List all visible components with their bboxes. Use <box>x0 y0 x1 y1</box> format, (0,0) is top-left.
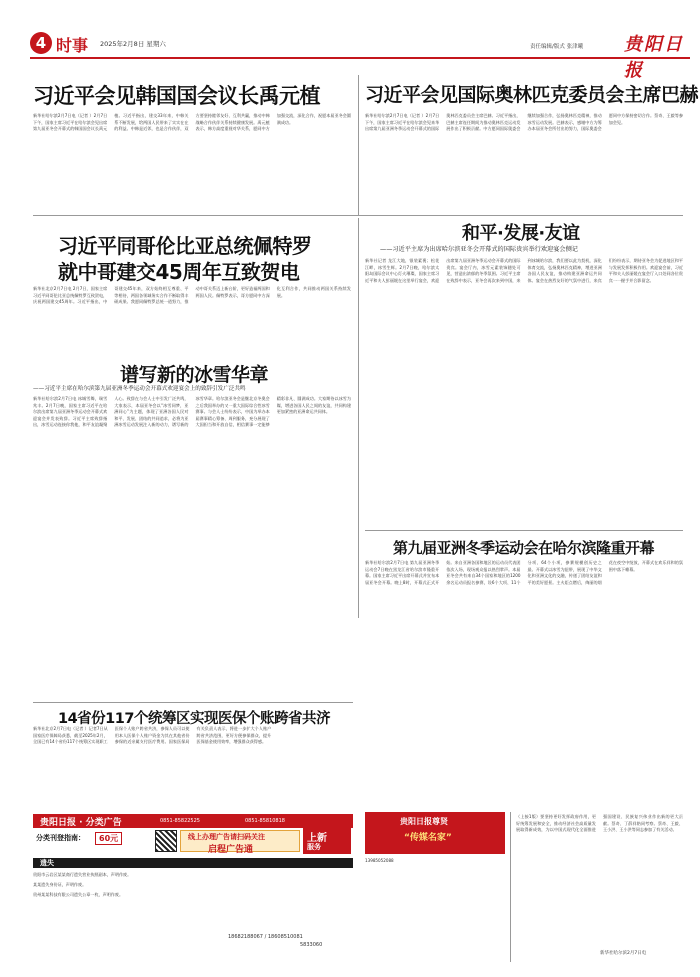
body-continued: （上接1版）要坚持更好发挥政府作用，更好统筹发展和安全，推动经济社会高质量发展取得新成效，为以中国式现代化全面推进强国建设、民族复兴伟业作出新的更大贡献。蔡奇、丁薛祥陪同考察。蔡奇、王毅、王小洪、王小洪等同志参加了有关活动。 <box>516 814 683 832</box>
ad-right-text: 13985052088 <box>365 858 394 863</box>
headline-korea: 习近平会见韩国国会议长禹元植 <box>33 84 320 108</box>
lost-item-3: 贵州某某科技有限公司遗失公章一枚，声明作废。 <box>33 892 124 897</box>
issue-date: 2025年2月8日 星期六 <box>100 40 166 48</box>
headline-colombia-1: 习近平同哥伦比亚总统佩特罗 <box>58 234 312 258</box>
divider-vertical-bottom <box>510 812 511 962</box>
tag-new: 上新 <box>307 833 327 844</box>
divider-vertical-mid <box>358 218 359 618</box>
price-tag: 60元 <box>95 832 122 845</box>
page-header <box>30 30 690 81</box>
signoff: 新华社哈尔滨2月7日电 <box>600 951 647 956</box>
divider-vertical-top <box>358 75 359 215</box>
page-number: 4 <box>30 32 52 54</box>
headline-opening: 第九届亚洲冬季运动会在哈尔滨隆重开幕 <box>393 539 655 557</box>
badge-line1: 贵阳日报尊贤 <box>400 817 448 826</box>
slogan-sub: 启程广告通 <box>208 845 254 855</box>
qr-code-icon <box>155 830 177 852</box>
hotline-label: 分类刊登指南： <box>36 834 85 842</box>
bottom-phone-2: 5833060 <box>300 942 323 948</box>
header-rule <box>30 57 690 59</box>
subtitle-speech: ——习近平主席在哈尔滨第九届亚洲冬季运动会开幕式欢迎宴会上的致辞引发广泛共鸣 <box>33 386 246 392</box>
body-opening: 新华社哈尔滨2月7日电 第九届亚洲冬季运动会7日晚在黑龙江省哈尔滨市隆重开幕。国家主席习近平出席开幕式并宣布本届亚冬会开幕。晚上8时，开幕式正式开始。来自亚洲各国和地区的运动员代表团依次入场，现场观众报以热烈掌声。本届亚冬会共有来自34个国家和地区的1200余名运动员报名参赛，设6个大项、11个分项、64个小项，参赛规模创历史之最。开幕式以冰雪为纽带，展现了中华文化和亚洲文化的交融，传递了团结友谊和平的美好愿景。主火炬点燃后，绚丽的烟花在夜空中绽放，开幕式在欢乐祥和的氛围中落下帷幕。 <box>365 560 683 585</box>
divider-trade <box>33 702 353 703</box>
section-name: 时事 <box>56 36 89 55</box>
headline-ioc: 习近平会见国际奥林匹克委员会主席巴赫 <box>365 84 699 106</box>
body-peace: 新华社记者 龙江大地，银装素裹；松花江畔，冰雪生辉。2月7日晚，哈尔滨太阳岛国际会议中心灯火璀璨，国家主席习近平和夫人彭丽媛在这里举行宴会，欢迎出席第九届亚洲冬季运动会开幕式的国际贵宾。宴会厅内，冰雪元素装饰随处可见，营造出浓郁的冬季氛围。习近平主席在致辞中表示，亚冬会再次来到中国，来到冰城哈尔滨，我们要以此为契机，深化体育交流，弘扬奥林匹克精神，增进亚洲各国人民友谊，推动构建亚洲命运共同体。宴会在热烈友好的气氛中进行，来宾们纷纷表示，期待亚冬会为促进地区和平与发展发挥积极作用。欢迎宴会前，习近平和夫人彭丽媛在宴会厅入口处同各位贵宾一一握手并合影留念。 <box>365 258 683 283</box>
lost-item-1: 贵阳市云岩区某某商行遗失营业执照副本，声明作废。 <box>33 872 132 877</box>
body-trade: 新华社北京2月7日电（记者 ）记者7日从国家医疗保障局获悉，截至2025年2月，全国已有14个省份117个统筹区实现职工医保个人账户跨省共济，参保人员可以使用本人医保个人账户资金为其在其他省份参保的近亲属支付医疗费用。国家医保局有关负责人表示，将进一步扩大个人账户跨省共济范围，更好方便参保群众，提升医保基金使用效率，增强群众获得感。 <box>33 726 272 744</box>
headline-speech: 谱写新的冰雪华章 <box>120 364 269 386</box>
editors: 责任编辑/版式 张津曦 <box>530 44 584 50</box>
lost-label: 遗失 <box>40 859 54 867</box>
phone-2: 0851-85810818 <box>245 818 285 824</box>
tag-new2: 服务 <box>307 843 321 851</box>
slogan-main: 线上办理广告请扫码关注 <box>188 833 265 841</box>
divider-top <box>33 215 683 216</box>
phone-1: 0851-85822525 <box>160 818 200 824</box>
body-speech: 新华社哈尔滨2月7日电 冰城雪舞，瑞雪兆丰。2月7日晚，国家主席习近平在哈尔滨出席第九届亚洲冬季运动会开幕式欢迎宴会并发表致辞。习近平主席致辞指出，冰雪运动连接你我他，和平友谊凝聚人心。致辞在与会人士中引发广泛共鸣，大家表示，本届亚冬会以“冰雪同梦，亚洲同心”为主题，体现了亚洲各国人民对和平、发展、团结的共同追求，必将为亚洲冰雪运动发展注入新的动力，谱写新的冰雪华章。哈尔滨亚冬会是继北京冬奥会之后我国举办的又一重大国际综合性冰雪赛事。与会人士纷纷表示，中国为举办本届赛事精心筹备、周到服务，充分展现了大国担当和开放自信，相信赛事一定能够精彩非凡、圆满成功。大家期待以冰雪为媒，增进各国人民之间的友谊，共同构建更加紧密的亚洲命运共同体。 <box>33 396 351 427</box>
headline-trade: 14省份117个统筹区实现医保个账跨省共济 <box>58 711 330 727</box>
masthead-logo: 贵阳日报 <box>624 34 684 81</box>
headline-colombia-2: 就中哥建交45周年互致贺电 <box>58 260 300 284</box>
body-ioc: 新华社哈尔滨2月7日电（记者 ）2月7日下午，国家主席习近平在哈尔滨会见来华出席第九届亚洲冬季运动会开幕式的国际奥林匹克委员会主席巴赫。习近平指出，巴赫主席连任期间为推动奥林匹克运动发展作出了积极贡献。中方愿同国际奥委会继续加强合作，弘扬奥林匹克精神，推动冰雪运动发展。巴赫表示，感谢中方为筹办本届亚冬会所付出的努力，国际奥委会愿同中方保持密切合作。蔡奇、王毅等参加会见。 <box>365 113 683 131</box>
lost-notice-bar <box>33 858 353 868</box>
classified-label: 贵阳日报 · 分类广告 <box>40 818 122 828</box>
headline-peace: 和平·发展·友谊 <box>462 223 580 244</box>
lost-item-2: 某某遗失身份证，声明作废。 <box>33 882 87 887</box>
badge-line2: “传媒名家” <box>404 833 452 843</box>
divider-opening <box>365 530 683 531</box>
bottom-phones: 18682188067 / 18608510081 <box>228 934 303 940</box>
subtitle-peace: ——习近平主席为出席哈尔滨亚冬会开幕式的国际贵宾举行欢迎宴会侧记 <box>380 246 578 253</box>
body-colombia: 新华社北京2月7日电 2月7日，国家主席习近平同哥伦比亚总统佩特罗互致贺电，庆祝两国建交45周年。习近平指出，中哥建交45年来，双方始终相互尊重、平等相待，两国各领域务实合作不断取得丰硕成果。我愿同佩特罗总统一道努力，推动中哥关系迈上新台阶，更好造福两国和两国人民。佩特罗表示，哥方愿同中方深化互利合作，共同推动两国关系持续发展。 <box>33 286 351 304</box>
body-korea: 新华社哈尔滨2月7日电（记者 ）2月7日下午，国家主席习近平在哈尔滨会见出席第九届亚冬会开幕式的韩国国会议长禹元植。习近平指出，建交33年来，中韩关系不断发展，给两国人民带来了实实在在的利益。中韩是近邻，也是合作伙伴，双方要坚持睦邻友好、互利共赢，推动中韩战略合作伙伴关系持续健康发展。禹元植表示，韩方高度重视对华关系，愿同中方加强交流，深化合作，祝愿本届亚冬会圆满成功。 <box>33 113 351 131</box>
